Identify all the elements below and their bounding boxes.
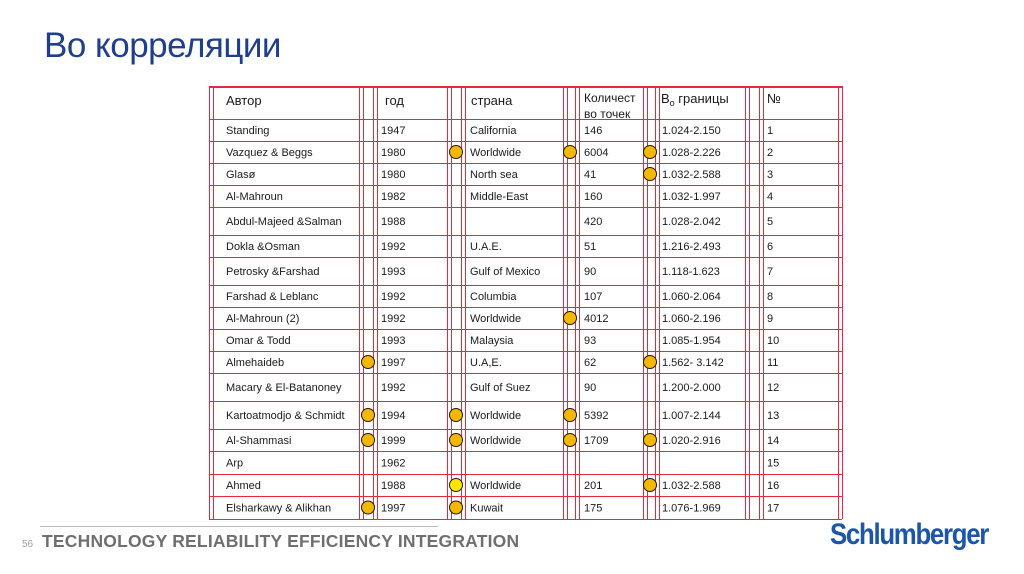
cell-author: Arp (226, 457, 244, 470)
header-bo-suffix: границы (674, 91, 729, 106)
cell-points: 175 (584, 502, 603, 515)
cell-bo: 1.060-2.064 (662, 291, 721, 303)
cell-points: 6004 (584, 147, 609, 159)
marker-circle-icon (362, 409, 375, 422)
cell-points: 146 (584, 125, 603, 137)
cell-no: 10 (767, 335, 780, 347)
cell-country: Gulf of Suez (470, 382, 531, 394)
cell-country: Worldwide (470, 313, 522, 325)
cell-year: 1988 (381, 480, 406, 492)
cell-country: U.A,E. (470, 357, 502, 369)
cell-country: Worldwide (470, 147, 522, 159)
cell-year: 1993 (381, 335, 406, 347)
cell-author: Al-Mahroun (226, 191, 283, 203)
cell-bo: 1.200-2.000 (662, 382, 721, 394)
cell-bo: 1.562- 3.142 (662, 357, 724, 369)
marker-circle-icon (362, 501, 375, 514)
cell-author: Almehaideb (226, 357, 285, 369)
cell-year: 1980 (381, 147, 406, 159)
cell-bo: 1.032-2.588 (662, 480, 721, 492)
cell-bo: 1.085-1.954 (662, 335, 721, 347)
header-year: год (385, 93, 404, 108)
cell-author: Ahmed (226, 480, 261, 492)
slide-title: Во корреляции (44, 26, 281, 65)
cell-no: 14 (767, 435, 780, 447)
marker-circle-icon (450, 479, 463, 492)
marker-circle-icon (644, 479, 657, 492)
cell-country: Worldwide (470, 435, 522, 447)
cell-bo: 1.076-1.969 (662, 502, 721, 515)
cell-year: 1992 (381, 382, 406, 394)
cell-no: 6 (767, 241, 774, 253)
cell-no: 16 (767, 480, 780, 492)
cell-year: 1988 (381, 216, 406, 228)
cell-points: 51 (584, 241, 597, 253)
cell-points: 90 (584, 382, 597, 394)
cell-year: 1992 (381, 241, 406, 253)
cell-year: 1980 (381, 169, 406, 181)
cell-no: 8 (767, 291, 774, 303)
header-bo-prefix: B (661, 91, 670, 106)
cell-points: 107 (584, 291, 603, 303)
cell-bo: 1.028-2.042 (662, 216, 721, 228)
footer-divider (40, 526, 438, 527)
marker-circle-icon (362, 434, 375, 447)
cell-no: 3 (767, 169, 774, 181)
table-body (226, 125, 779, 515)
cell-country: Middle-East (470, 191, 529, 203)
cell-year: 1947 (381, 125, 406, 137)
cell-year: 1962 (381, 457, 406, 470)
cell-bo: 1.007-2.144 (662, 410, 721, 422)
cell-author: Abdul-Majeed &Salman (226, 216, 342, 228)
cell-country: U.A.E. (470, 241, 502, 253)
cell-year: 1994 (381, 410, 406, 422)
marker-circle-icon (644, 146, 657, 159)
cell-year: 1982 (381, 191, 406, 203)
page-number: 56 (22, 539, 34, 550)
marker-circle-icon (564, 409, 577, 422)
marker-circle-icon (362, 356, 375, 369)
cell-bo: 1.032-2.588 (662, 169, 721, 181)
cell-country: Worldwide (470, 480, 522, 492)
cell-country: North sea (470, 169, 518, 181)
cell-country: Malaysia (470, 335, 514, 347)
header-points-line2: во точек (584, 107, 631, 121)
cell-bo: 1.032-1.997 (662, 191, 721, 203)
cell-bo: 1.024-2.150 (662, 125, 721, 137)
cell-author: Standing (226, 125, 270, 137)
cell-no: 15 (767, 457, 780, 470)
cell-author: Omar & Todd (226, 335, 291, 347)
cell-author: Al-Mahroun (2) (226, 313, 300, 325)
marker-circle-icon (644, 356, 657, 369)
table-header (226, 91, 781, 121)
cell-author: Macary & El-Batanoney (226, 382, 342, 394)
header-points-line1: Количест (584, 91, 636, 105)
cell-no: 4 (767, 191, 774, 203)
cell-author: Dokla &Osman (226, 241, 300, 253)
cell-country: Gulf of Mexico (470, 266, 541, 278)
marker-circle-icon (564, 146, 577, 159)
cell-author: Kartoatmodjo & Schmidt (226, 410, 345, 422)
cell-author: Elsharkawy & Alikhan (226, 502, 332, 515)
marker-circle-icon (644, 434, 657, 447)
header-number: № (767, 91, 781, 106)
cell-country: California (470, 125, 517, 137)
cell-author: Farshad & Leblanc (226, 291, 319, 303)
cell-country: Kuwait (470, 502, 504, 515)
header-author: Автор (226, 93, 262, 108)
cell-country: Columbia (470, 291, 517, 303)
cell-no: 9 (767, 313, 774, 325)
marker-circle-icon (644, 168, 657, 181)
cell-author: Al-Shammasi (226, 435, 292, 447)
marker-circle-icon (450, 434, 463, 447)
cell-author: Vazquez & Beggs (226, 147, 313, 159)
marker-circle-icon (450, 501, 463, 514)
cell-points: 5392 (584, 410, 609, 422)
cell-bo: 1.020-2.916 (662, 435, 721, 447)
cell-no: 17 (767, 502, 780, 515)
header-country: страна (471, 93, 513, 108)
marker-circle-icon (564, 312, 577, 325)
cell-points: 93 (584, 335, 597, 347)
cell-year: 1997 (381, 357, 406, 369)
cell-points: 420 (584, 216, 603, 228)
cell-points: 62 (584, 357, 597, 369)
cell-bo: 1.060-2.196 (662, 313, 721, 325)
cell-no: 5 (767, 216, 774, 228)
cell-points: 90 (584, 266, 597, 278)
cell-year: 1992 (381, 291, 406, 303)
header-bo-sub: o (669, 98, 675, 108)
marker-circle-icon (564, 434, 577, 447)
schlumberger-logo: Schlumberger (830, 518, 989, 551)
cell-bo: 1.118-1.623 (662, 266, 720, 278)
header-bo (661, 91, 729, 108)
cell-year: 1993 (381, 266, 406, 278)
cell-no: 1 (767, 125, 774, 137)
marker-circle-icon (450, 146, 463, 159)
cell-points: 41 (584, 169, 597, 181)
cell-year: 1997 (381, 502, 406, 515)
tagline: TECHNOLOGY RELIABILITY EFFICIENCY INTEGRATION (42, 531, 520, 551)
cell-country: Worldwide (470, 410, 522, 422)
cell-bo: 1.028-2.226 (662, 147, 721, 159)
cell-no: 7 (767, 266, 774, 278)
cell-points: 201 (584, 480, 603, 492)
cell-no: 12 (767, 382, 780, 394)
cell-bo: 1.216-2.493 (662, 241, 721, 253)
cell-no: 2 (767, 147, 774, 159)
cell-points: 4012 (584, 313, 609, 325)
cell-year: 1992 (381, 313, 406, 325)
cell-points: 160 (584, 191, 603, 203)
cell-author: Glasø (226, 169, 256, 181)
cell-no: 13 (767, 410, 780, 422)
marker-circle-icon (450, 409, 463, 422)
cell-points: 1709 (584, 435, 609, 447)
cell-no: 11 (767, 357, 779, 369)
cell-year: 1999 (381, 435, 406, 447)
cell-author: Petrosky &Farshad (226, 266, 320, 278)
